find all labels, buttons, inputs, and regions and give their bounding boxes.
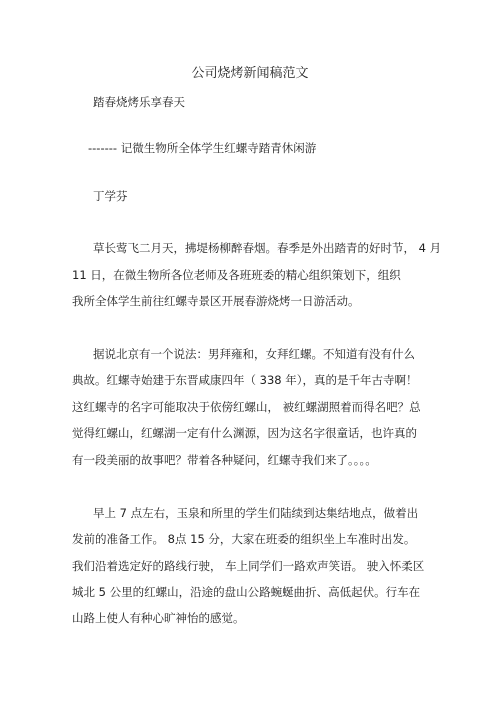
paragraph-3-line-5: 山路上使人有种心旷神怡的感觉。: [72, 611, 245, 625]
paragraph-1-line-2: 11 日，在微生物所各位老师及各班班委的精心组织策划下，组织: [72, 268, 401, 282]
paragraph-3-line-1: 早上 7 点左右，玉泉和所里的学生们陆续到达集结地点，做着出: [93, 506, 419, 520]
paragraph-2-line-5: 有一段美丽的故事吧？带着各种疑问，红螺寺我们来了。。。。: [72, 453, 377, 467]
paragraph-2-line-2: 典故。红螺寺始建于东晋咸康四年（ 338 年），真的是千年古寺啊！: [72, 373, 418, 387]
paragraph-1-line-1: 草长莺飞二月天，拂堤杨柳醉春烟。春季是外出踏青的好时节， 4 月: [93, 241, 442, 255]
paragraph-1-line-3: 我所全体学生前往红螺寺景区开展春游烧烤一日游活动。: [72, 294, 360, 308]
paragraph-2-line-3: 这红螺寺的名字可能取决于依傍红螺山， 被红螺湖照着而得名吧？总: [72, 400, 421, 414]
document-subtitle: 踏春烧烤乐享春天: [93, 95, 185, 109]
author-name: 丁学芬: [93, 189, 128, 203]
paragraph-3-line-2: 发前的准备工作。 8点 15 分，大家在班委的组织坐上车准时出发。: [72, 532, 416, 546]
paragraph-3-line-4: 城北 5 公里的红螺山，沿途的盘山公路蜿蜒曲折、高低起伏。行车在: [72, 585, 421, 599]
dedication-line: ------- 记微生物所全体学生红螺寺踏青休闲游: [88, 141, 317, 155]
document-title: 公司烧烤新闻稿范文: [191, 66, 309, 81]
paragraph-2-line-4: 觉得红螺山，红螺湖一定有什么渊源，因为这名字很童话，也许真的: [72, 426, 417, 440]
paragraph-2-line-1: 据说北京有一个说法：男拜雍和，女拜红螺。不知道有没有什么: [93, 347, 415, 361]
paragraph-3-line-3: 我们沿着选定好的路线行驶， 车上同学们一路欢声笑语。 驶入怀柔区: [72, 559, 425, 573]
